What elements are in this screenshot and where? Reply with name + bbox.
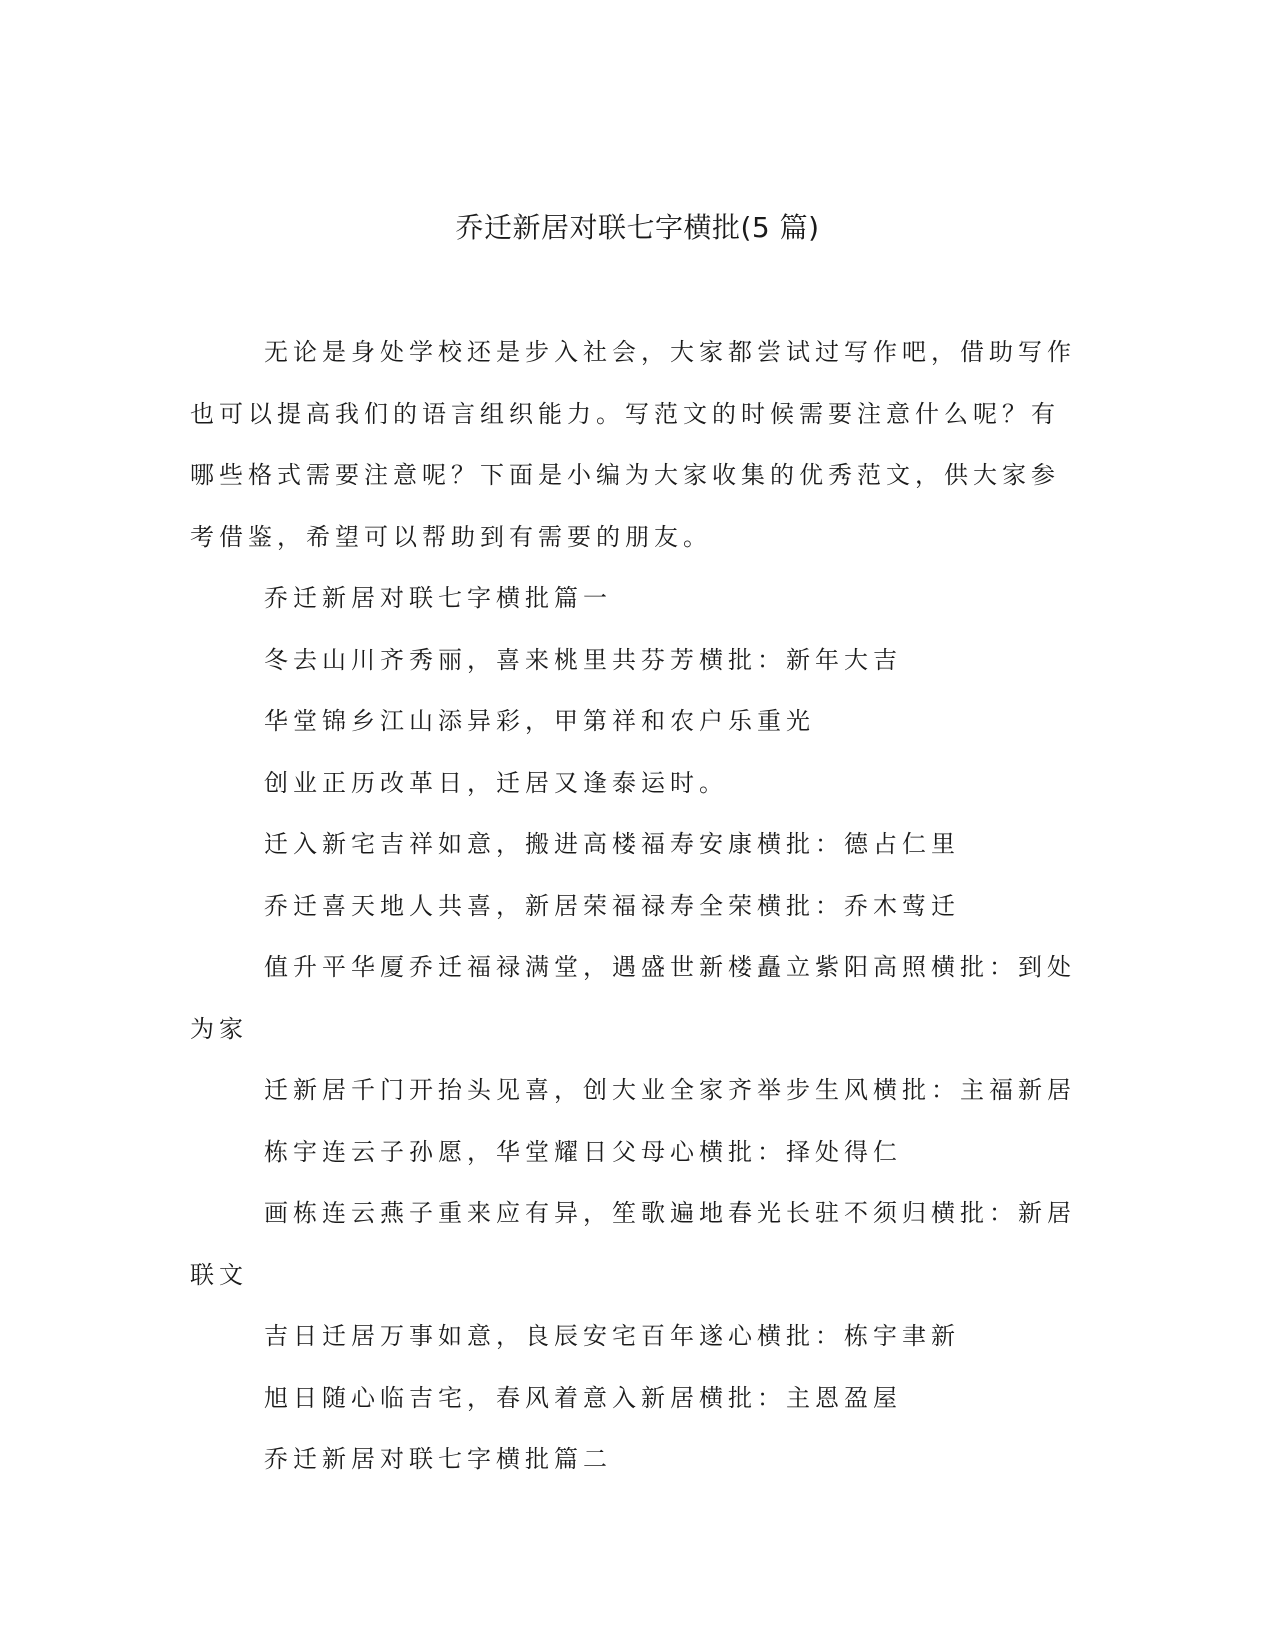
couplet-line: 迁新居千门开抬头见喜，创大业全家齐举步生风横批：主福新居 bbox=[264, 1076, 1076, 1104]
couplet-line: 栋宇连云子孙愿，华堂耀日父母心横批：择处得仁 bbox=[264, 1137, 902, 1166]
couplet-line: 值升平华厦乔迁福禄满堂，遇盛世新楼矗立紫阳高照横批：到处为家 bbox=[190, 953, 1076, 1043]
section-heading-1: 乔迁新居对联七字横批篇一 bbox=[264, 584, 612, 612]
couplet-line: 乔迁喜天地人共喜，新居荣福禄寿全荣横批：乔木莺迁 bbox=[264, 891, 960, 920]
couplet-line: 冬去山川齐秀丽，喜来桃里共芬芳横批：新年大吉 bbox=[264, 645, 902, 674]
couplet-line: 旭日随心临吉宅，春风着意入新居横批：主恩盈屋 bbox=[264, 1383, 902, 1412]
document-title: 乔迁新居对联七字横批(5 篇) bbox=[455, 211, 820, 244]
couplet-line: 华堂锦乡江山添异彩，甲第祥和农户乐重光 bbox=[264, 707, 815, 735]
couplet-line: 吉日迁居万事如意，良辰安宅百年遂心横批：栋宇聿新 bbox=[264, 1322, 960, 1350]
couplet-line: 迁入新宅吉祥如意，搬进高楼福寿安康横批：德占仁里 bbox=[264, 830, 960, 858]
couplet-line: 画栋连云燕子重来应有异，笙歌遍地春光长驻不须归横批：新居联文 bbox=[190, 1199, 1076, 1289]
section-heading-2: 乔迁新居对联七字横批篇二 bbox=[264, 1445, 612, 1473]
document-body bbox=[190, 322, 1080, 1491]
intro-paragraph: 无论是身处学校还是步入社会，大家都尝试过写作吧，借助写作也可以提高我们的语言组织能力。写范文的时候需要注意什么呢？有哪些格式需要注意呢？下面是小编为大家收集的优秀范文，供大家参考借鉴，希望可以帮助到有需要的朋友。 bbox=[190, 338, 1076, 551]
couplet-line: 创业正历改革日，迁居又逢泰运时。 bbox=[264, 768, 728, 797]
